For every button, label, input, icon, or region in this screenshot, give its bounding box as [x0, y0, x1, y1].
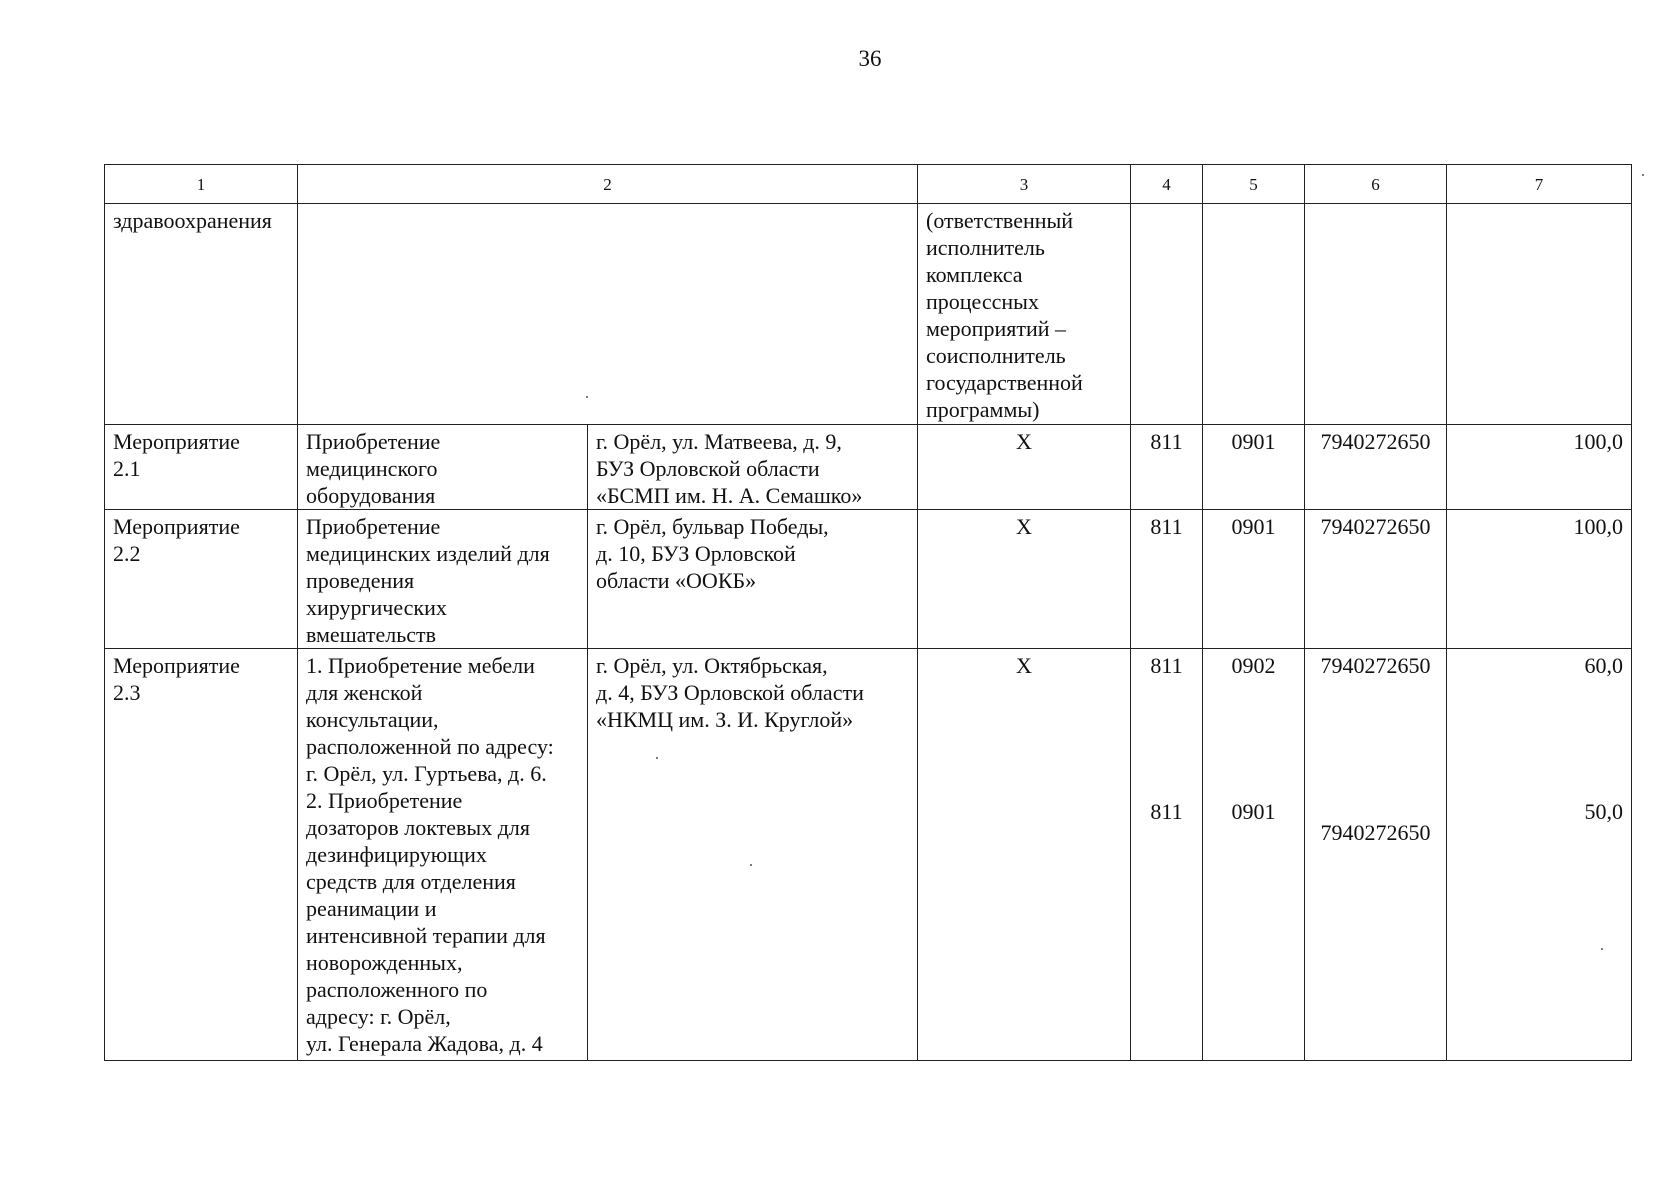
- continuation-col-3-line: соисполнитель: [926, 343, 1066, 368]
- table-row-2-2: [105, 510, 1632, 649]
- continuation-col-3-line: комплекса: [926, 262, 1023, 287]
- continuation-col-7: [1447, 204, 1632, 425]
- row-title: Приобретение медицинского оборудования: [298, 425, 588, 510]
- row-csr-2: 7940272650: [1320, 820, 1431, 845]
- header-row: [105, 165, 1632, 204]
- row-address: г. Орёл, бульвар Победы, д. 10, БУЗ Орловской области «ООКБ»: [588, 510, 918, 649]
- row-rzpr-1: 0902: [1231, 653, 1276, 678]
- continuation-col-3-line: государственной: [926, 370, 1083, 395]
- row-name: Мероприятие 2.1: [105, 425, 298, 510]
- row-csr: 7940272650: [1305, 510, 1447, 649]
- row-rzpr: [1203, 649, 1305, 1061]
- continuation-col-6: [1305, 204, 1447, 425]
- continuation-col-3-line: процессных: [926, 289, 1039, 314]
- scan-speck: [750, 864, 752, 866]
- header-col-1: 1: [105, 165, 298, 204]
- row-title: Приобретение медицинских изделий для проведения хирургических вмешательств: [298, 510, 588, 649]
- row-address: г. Орёл, ул. Октябрьская, д. 4, БУЗ Орловской области «НКМЦ им. З. И. Круглой»: [588, 649, 918, 1061]
- continuation-col-3-line: программы): [926, 397, 1040, 422]
- row-title: [298, 649, 588, 1061]
- scan-speck: [586, 396, 588, 398]
- scan-speck: [1642, 174, 1644, 176]
- continuation-col-5: [1203, 204, 1305, 425]
- continuation-col-3-line: (ответственный: [926, 208, 1074, 233]
- continuation-col-3-line: мероприятий –: [926, 316, 1067, 341]
- header-col-7: 7: [1447, 165, 1632, 204]
- row-amount-1: 60,0: [1584, 653, 1623, 678]
- budget-table: [104, 164, 1632, 1061]
- row-x-mark: Х: [918, 510, 1131, 649]
- row-grbs: 811: [1131, 425, 1203, 510]
- row-csr: 7940272650: [1305, 425, 1447, 510]
- table-row-2-1: [105, 425, 1632, 510]
- table-row-2-3: [105, 649, 1632, 1061]
- scan-speck: [656, 757, 658, 759]
- row-csr: [1305, 649, 1447, 1061]
- row-address: г. Орёл, ул. Матвеева, д. 9, БУЗ Орловской области «БСМП им. Н. А. Семашко»: [588, 425, 918, 510]
- row-rzpr: 0901: [1203, 510, 1305, 649]
- row-amount-2: 50,0: [1584, 799, 1623, 824]
- continuation-col-3-line: исполнитель: [926, 235, 1045, 260]
- row-amount: 100,0: [1447, 510, 1632, 649]
- row-grbs-2: 811: [1150, 799, 1183, 824]
- page-number: 36: [858, 46, 882, 71]
- row-grbs: 811: [1131, 510, 1203, 649]
- header-col-2: 2: [298, 165, 918, 204]
- row-rzpr-2: 0901: [1231, 799, 1276, 824]
- continuation-row: [105, 204, 1632, 425]
- continuation-col-4: [1131, 204, 1203, 425]
- row-x-mark: Х: [918, 649, 1131, 1061]
- continuation-col-1: [105, 204, 298, 425]
- row-grbs-1: 811: [1150, 653, 1183, 678]
- row-rzpr: 0901: [1203, 425, 1305, 510]
- continuation-col-3: [918, 204, 1131, 425]
- continuation-col-2: [298, 204, 918, 425]
- row-x-mark: Х: [918, 425, 1131, 510]
- row-title-part-1: 1. Приобретение мебели для женской консультации, расположенной по адресу: г. Орёл, ул. Гуртьева, д. 6.: [306, 653, 554, 786]
- header-col-4: 4: [1131, 165, 1203, 204]
- row-title-part-2: 2. Приобретение дозаторов локтевых для дезинфицирующих средств для отделения реанимации и интенсивной терапии для новорожденных, расположенного по адресу: г. Орёл, ул. Генерала Жадова, д. 4: [306, 788, 546, 1056]
- row-name: Мероприятие 2.2: [105, 510, 298, 649]
- row-name: Мероприятие 2.3: [105, 649, 298, 1061]
- header-col-3: 3: [918, 165, 1131, 204]
- row-amount: [1447, 649, 1632, 1061]
- row-csr-1: 7940272650: [1320, 653, 1431, 678]
- scan-speck: [1601, 948, 1603, 950]
- row-amount: 100,0: [1447, 425, 1632, 510]
- continuation-col-1-text: здравоохранения: [113, 208, 272, 233]
- header-col-5: 5: [1203, 165, 1305, 204]
- header-col-6: 6: [1305, 165, 1447, 204]
- row-grbs: [1131, 649, 1203, 1061]
